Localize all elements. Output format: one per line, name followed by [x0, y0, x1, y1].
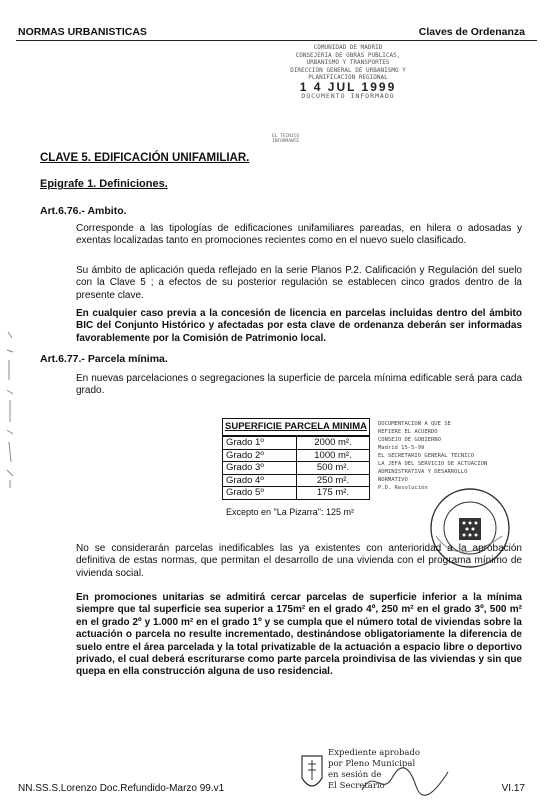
stamp-line: CONSEJERIA DE OBRAS PUBLICAS, [295, 51, 401, 59]
table-row [223, 436, 369, 449]
stamp-line: DOCUMENTACION A QUE SE [378, 421, 451, 427]
approval-stamp-top [268, 44, 428, 101]
article-677-paragraph-3: En promociones unitarias se admitirá cercar parcelas de superficie inferior a la mínima siempre que tal superficie sea superior a 175m² en el grado 4º, 250 m² en el grado 3º, 500 m² en el grado 2º y 1.000 m² en el grado 1º y se cumpla que el número total de viviendas sobre la actuación o parcela no resulte incrementado, destinándose obligatoriamente la diferencia de suelo entre el área parcelada y la total privatizable de la actuación a espacio libre o deportivo privado, el cual deberá escriturarse como parte parcela proindivisa de las viviendas y sin que quepa en ella construcción alguna de uso residencial. [76, 592, 522, 678]
stamp-line: Madrid 15-5-99 [378, 445, 425, 451]
article-676-paragraph-2: Su ámbito de aplicación queda reflejado en la serie Planos P.2. Calificación y Regulación del suelo con la Clave 5 ; a efectos de su posterior regulación se establecen cinco grados dentro de la presente clave. [76, 265, 522, 301]
municipal-crest-icon [298, 750, 326, 798]
table-cell-grado: Grado 3º [223, 462, 297, 474]
table-header: SUPERFICIE PARCELA MINIMA [223, 419, 369, 436]
stamp-line: por Pleno Municipal [328, 759, 416, 769]
table-cell-grado: Grado 1º [223, 437, 297, 449]
signature-mark [360, 764, 450, 800]
stamp-tiny-line: INFORMANTE [272, 139, 300, 144]
table-cell-superficie: 175 m². [316, 487, 350, 498]
approval-stamp-right [378, 420, 528, 492]
article-677-paragraph-1: En nuevas parcelaciones o segregaciones la superficie de parcela mínima edificable será para cada grado. [76, 373, 522, 397]
municipal-approval-stamp [298, 746, 468, 802]
article-676-paragraph-1: Corresponde a las tipologías de edificaciones unifamiliares pareadas, en hilera o adosadas y exentas localizadas tanto en promociones recientes como en el nuevo suelo clasificado. [76, 223, 522, 247]
header-section: Claves de Ordenanza [418, 26, 525, 38]
table-cell-superficie: 2000 m². [314, 437, 352, 448]
table-row [223, 474, 369, 487]
stamp-tiny-line: EL TECNICO [272, 134, 300, 139]
article-676-title: Art.6.76.- Ambito. [40, 205, 127, 217]
stamp-line: URBANISMO Y TRANSPORTES [306, 59, 390, 66]
stamp-line: LA JEFA DEL SERVICIO DE ACTUACION [378, 461, 488, 467]
stamp-line: EL SECRETARIO GENERAL TECNICO [378, 453, 475, 459]
stamp-line: en sesión de [328, 770, 382, 780]
article-677-paragraph-2: No se considerarán parcelas inedificables las ya existentes con anterioridad a la aprobación definitiva de estas normas, que permitan el desarrollo de una vivienda con el programa mínimo de vivienda social. [76, 543, 522, 579]
table-cell-grado: Grado 2º [223, 450, 297, 462]
margin-handwriting-mark [4, 330, 16, 490]
table-cell-superficie: 250 m². [316, 474, 350, 486]
stamp-line: COMUNIDAD DE MADRID [313, 44, 383, 51]
table-cell-superficie: 500 m². [316, 462, 350, 473]
stamp-tiny-label [272, 134, 299, 144]
table-cell-grado: Grado 4º [223, 475, 297, 487]
stamp-line: DIRECCION GENERAL DE URBANISMO Y [290, 66, 406, 74]
stamp-date: 1 4 JUL 1999 [299, 79, 397, 94]
article-677-title: Art.6.77.- Parcela mínima. [40, 353, 168, 365]
table-cell-grado: Grado 5º [223, 487, 297, 499]
stamp-line: El Secretario [328, 781, 385, 791]
article-676-paragraph-3: En cualquier caso previa a la concesión de licencia en parcelas incluidas dentro del ámbito BIC del Conjunto Histórico y afectadas por esta clave de ordenanza deberán ser informadas favorablemente por la Comisión de Patrimonio local. [76, 308, 522, 344]
table-exception-note: Excepto en "La Pizarra": 125 m² [226, 507, 354, 517]
stamp-line: ADMINISTRATIVA Y DESARROLLO [378, 469, 468, 475]
stamp-informed: DOCUMENTO INFORMADO [301, 92, 395, 100]
table-cell-superficie: 1000 m². [314, 449, 352, 461]
stamp-line: CONSEJO DE GOBIERNO [378, 437, 441, 443]
parcela-minima-table [222, 418, 370, 500]
epigrafe-title: Epigrafe 1. Definiciones. [40, 178, 168, 190]
header-title: NORMAS URBANISTICAS [18, 26, 147, 38]
stamp-line: REFIERE EL ACUERDO [378, 429, 438, 435]
stamp-line: NORMATIVO [378, 477, 408, 483]
footer-document-ref: NN.SS.S.Lorenzo Doc.Refundido-Marzo 99.v1 [18, 783, 225, 794]
stamp-line: P.D. Resolución [378, 485, 428, 491]
header-rule [16, 40, 537, 41]
stamp-line: Expediente aprobado [328, 748, 421, 758]
footer-page-number: VI.17 [501, 783, 525, 794]
table-row [223, 449, 369, 462]
table-row [223, 486, 369, 499]
table-row [223, 461, 369, 474]
section-title: CLAVE 5. EDIFICACIÓN UNIFAMILIAR. [40, 152, 250, 164]
stamp-line: PLANIFICACION REGIONAL [308, 74, 388, 81]
